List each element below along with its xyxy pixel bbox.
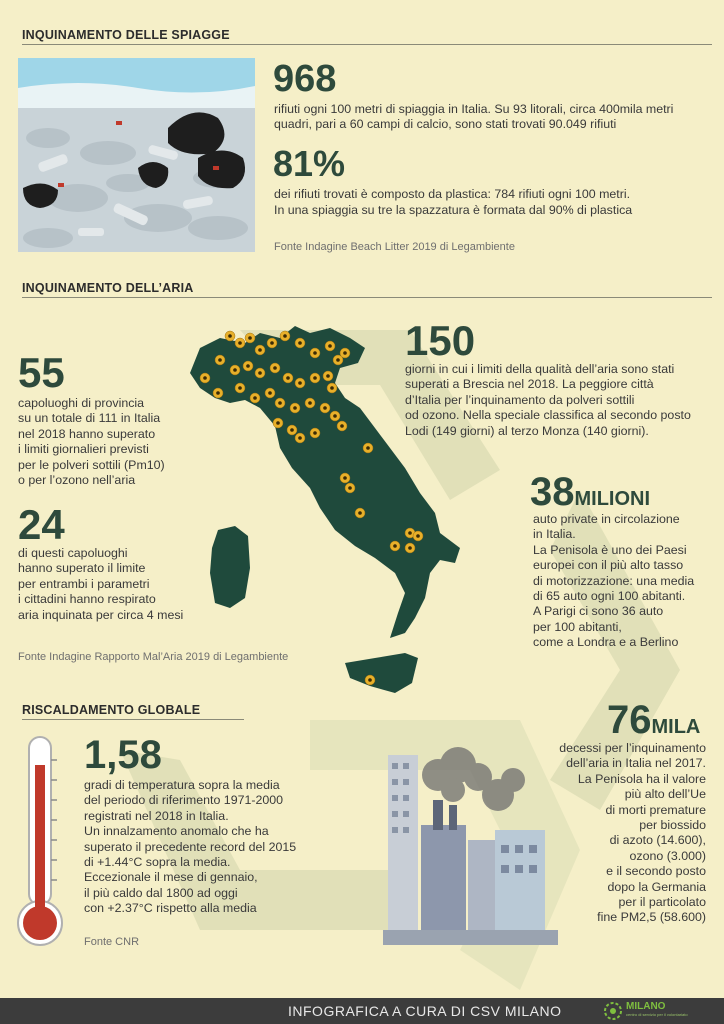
air-stat24-text — [18, 546, 208, 623]
pollution-marker-dot — [358, 511, 362, 515]
warming-stat-line: con +2.37°C rispetto alla media — [84, 901, 257, 916]
air-stat38-unit: MILIONI — [574, 488, 651, 510]
pollution-marker-dot — [348, 486, 352, 490]
pollution-marker-dot — [313, 351, 317, 355]
pollution-marker-dot — [216, 391, 220, 395]
air-stat38-text — [533, 512, 718, 651]
air-stat24-line: di questi capoluoghi — [18, 546, 128, 560]
deaths-heading — [607, 700, 700, 740]
deaths-line: e il secondo posto — [606, 864, 706, 879]
air-stat24-line: i cittadini hanno respirato — [18, 592, 156, 607]
pollution-marker-dot — [286, 376, 290, 380]
air-stat55-number: 55 — [18, 349, 65, 396]
air-stat150-line: giorni in cui i limiti della qualità dell’aria sono stati — [405, 362, 675, 376]
air-stat24-line: aria inquinata per circa 4 mesi — [18, 607, 184, 622]
pollution-marker-dot — [416, 534, 420, 538]
deaths-unit: MILA — [651, 716, 701, 738]
pollution-marker-dot — [248, 336, 252, 340]
deaths-line: più alto dell’Ue — [624, 787, 706, 802]
air-stat38-line: A Parigi ci sono 36 auto — [533, 604, 664, 619]
air-stat38-line: per 100 abitanti, — [533, 619, 622, 634]
air-stat55-line: su un totale di 111 in Italia — [18, 411, 161, 426]
air-stat38-line: europei con il più alto tasso — [533, 558, 684, 573]
air-stat150-line: d’Italia per l’inquinamento da polveri sottili — [405, 392, 635, 407]
csv-logo-sub: centro di servizio per il volontariato — [626, 1012, 688, 1017]
air-source: Fonte Indagine Rapporto Mal’Aria 2019 di Legambiente — [18, 651, 289, 663]
footer-bar — [0, 998, 724, 1024]
pollution-marker-dot — [323, 406, 327, 410]
pollution-marker-dot — [276, 421, 280, 425]
warming-stat-line: gradi di temperatura sopra la media — [84, 778, 280, 792]
beach-section-title: INQUINAMENTO DELLE SPIAGGE — [22, 28, 230, 42]
pollution-marker-dot — [228, 334, 232, 338]
pollution-marker-dot — [283, 334, 287, 338]
air-stat38-line: auto private in circolazione — [533, 512, 680, 526]
beach-stat2-line1: dei rifiuti trovati è composto da plastica: 784 rifiuti ogni 100 metri. — [274, 187, 631, 201]
deaths-line: dopo la Germania — [607, 879, 706, 894]
air-stat55-line: capoluoghi di provincia — [18, 396, 145, 410]
pollution-marker-dot — [393, 544, 397, 548]
air-stat150-line: superati a Brescia nel 2018. La peggiore città — [405, 377, 654, 392]
footer-credit: INFOGRAFICA A CURA DI CSV MILANO — [288, 1003, 562, 1019]
deaths-text — [520, 741, 706, 926]
pollution-marker-dot — [298, 341, 302, 345]
deaths-line: di morti premature — [605, 802, 706, 817]
pollution-marker-dot — [238, 386, 242, 390]
pollution-marker-dot — [313, 376, 317, 380]
pollution-marker-dot — [343, 476, 347, 480]
pollution-marker-dot — [333, 414, 337, 418]
air-stat150-line: od ozono. Nella speciale classifica al secondo posto — [405, 408, 691, 423]
pollution-marker-dot — [238, 341, 242, 345]
air-section-title: INQUINAMENTO DELL’ARIA — [22, 281, 194, 295]
air-stat55-text — [18, 396, 188, 488]
warming-source: Fonte CNR — [84, 936, 140, 948]
air-stat24-line: per entrambi i parametri — [18, 576, 150, 591]
warming-stat-text — [84, 778, 344, 917]
deaths-line: La Penisola ha il valore — [577, 771, 706, 786]
pollution-marker-dot — [326, 374, 330, 378]
pollution-marker-dot — [270, 341, 274, 345]
pollution-marker-dot — [253, 396, 257, 400]
air-stat38-line: La Penisola è uno dei Paesi — [533, 542, 687, 557]
pollution-marker-dot — [273, 366, 277, 370]
air-title-rule — [22, 297, 712, 298]
beach-stat1-number: 968 — [273, 58, 337, 100]
pollution-marker-dot — [408, 531, 412, 535]
pollution-marker-dot — [268, 391, 272, 395]
pollution-marker-dot — [328, 344, 332, 348]
warming-stat-line: Un innalzamento anomalo che ha — [84, 824, 269, 839]
pollution-marker-dot — [258, 348, 262, 352]
air-stat150-text — [405, 362, 715, 439]
air-stat55-line: nel 2018 hanno superato — [18, 426, 156, 441]
pollution-marker-dot — [293, 406, 297, 410]
air-stat150-line: Lodi (149 giorni) al terzo Monza (140 giorni). — [405, 423, 649, 438]
deaths-number: 76 — [607, 698, 652, 742]
beach-stat2-line2: In una spiaggia su tre la spazzatura è formata dal 90% di plastica — [274, 203, 633, 217]
air-stat38-line: di motorizzazione: una media — [533, 573, 695, 588]
air-stat38-heading — [530, 472, 650, 512]
deaths-line: fine PM2,5 (58.600) — [597, 910, 706, 925]
pollution-marker-dot — [408, 546, 412, 550]
warming-stat-line: registrati nel 2018 in Italia. — [84, 808, 229, 823]
csv-logo-icon — [604, 1002, 622, 1020]
pollution-marker-dot — [330, 386, 334, 390]
thermometer-icon — [16, 735, 64, 950]
pollution-marker-dot — [308, 401, 312, 405]
warming-stat-line: il più caldo dal 1800 ad oggi — [84, 885, 238, 900]
deaths-line: dell’aria in Italia nel 2017. — [566, 756, 706, 771]
beach-litter-image — [18, 58, 255, 252]
pollution-marker-dot — [313, 431, 317, 435]
pollution-marker-dot — [298, 436, 302, 440]
pollution-marker-dot — [218, 358, 222, 362]
air-stat24-line: hanno superato il limite — [18, 561, 146, 576]
warming-stat-line: superato il precedente record del 2015 — [84, 839, 297, 854]
deaths-line: di azoto (14.600), — [609, 833, 706, 848]
beach-title-rule — [22, 44, 712, 45]
csv-logo-text: MILANO — [626, 1001, 666, 1012]
deaths-line: decessi per l’inquinamento — [559, 741, 706, 755]
warming-section-title: RISCALDAMENTO GLOBALE — [22, 703, 201, 717]
pollution-marker-dot — [290, 428, 294, 432]
pollution-marker-dot — [203, 376, 207, 380]
beach-stat2-number: 81% — [273, 143, 346, 184]
pollution-marker-dot — [278, 401, 282, 405]
air-stat24-number: 24 — [18, 501, 65, 548]
air-stat38-number: 38 — [530, 470, 575, 514]
csv-milano-logo — [604, 1000, 714, 1022]
warming-stat-number: 1,58 — [84, 733, 162, 777]
air-stat38-line: in Italia. — [533, 527, 576, 542]
air-stat55-line: i limiti giornalieri previsti — [18, 442, 149, 457]
deaths-line: per il particolato — [618, 895, 706, 910]
air-stat55-line: o per l’ozono nell’aria — [18, 473, 136, 488]
pollution-marker-dot — [343, 351, 347, 355]
pollution-marker-dot — [233, 368, 237, 372]
pollution-marker-dot — [258, 371, 262, 375]
deaths-line: ozono (3.000) — [629, 848, 706, 863]
air-stat38-line: come a Londra e a Berlino — [533, 635, 679, 650]
warming-stat-line: del periodo di riferimento 1971-2000 — [84, 793, 284, 808]
air-stat55-line: per le polveri sottili (Pm10) — [18, 457, 165, 472]
beach-source: Fonte Indagine Beach Litter 2019 di Legambiente — [274, 241, 515, 253]
pollution-marker-dot — [368, 678, 372, 682]
warming-stat-line: di +1.44°C sopra la media. — [84, 855, 231, 870]
pollution-marker-dot — [336, 358, 340, 362]
beach-stat1-text: rifiuti ogni 100 metri di spiaggia in Italia. Su 93 litorali, circa 400mila metri quadri, pari a 60 campi di calcio, sono stati trovati 90.049 rifiuti — [274, 102, 674, 132]
warming-stat-line: Eccezionale il mese di gennaio, — [84, 870, 258, 885]
pollution-marker-dot — [246, 364, 250, 368]
pollution-marker-dot — [298, 381, 302, 385]
warming-title-rule — [22, 719, 244, 720]
pollution-marker-dot — [340, 424, 344, 428]
deaths-line: per biossido — [639, 818, 706, 833]
air-stat150-number: 150 — [405, 317, 476, 364]
pollution-marker-dot — [366, 446, 370, 450]
air-stat38-line: di 65 auto ogni 100 abitanti. — [533, 589, 686, 604]
